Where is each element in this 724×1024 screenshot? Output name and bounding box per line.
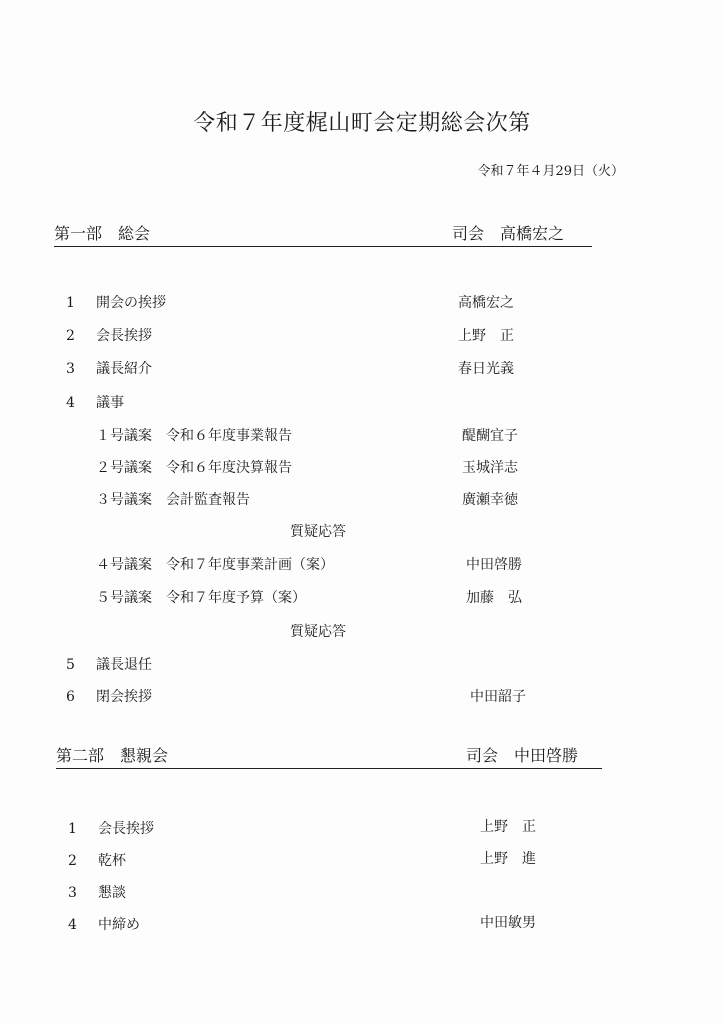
item-label: 懇談 — [98, 885, 126, 901]
item-presenter: 春日光義 — [458, 361, 514, 377]
item-presenter: 上野 進 — [480, 851, 536, 867]
list-item — [68, 882, 126, 902]
item-label: 議長紹介 — [96, 361, 152, 377]
item-number: 4 — [66, 395, 75, 411]
part1-host: 司会 高橋宏之 — [452, 224, 565, 243]
item-label: 閉会挨拶 — [96, 689, 152, 705]
item-number: 4 — [68, 917, 77, 933]
agenda-item: １号議案 令和６年度事業報告 — [96, 428, 292, 444]
item-number: 6 — [66, 689, 75, 705]
item-label: 議事 — [96, 395, 124, 411]
item-label: 会長挨拶 — [98, 821, 154, 837]
part1-heading: 第一部 総会 — [54, 224, 151, 243]
agenda-presenter: 廣瀬幸徳 — [462, 492, 518, 508]
meeting-date: 令和７年４月29日（火） — [477, 164, 624, 179]
agenda-presenter: 醍醐宜子 — [462, 428, 518, 444]
item-number: 5 — [66, 657, 75, 673]
list-item — [68, 850, 126, 870]
agenda-item: ４号議案 令和７年度事業計画（案） — [96, 557, 334, 573]
part2-heading: 第二部 懇親会 — [56, 746, 169, 765]
item-number: 2 — [68, 853, 77, 869]
item-presenter: 上野 正 — [480, 819, 536, 835]
page-title: 令和７年度梶山町会定期総会次第 — [193, 111, 531, 136]
item-presenter: 上野 正 — [458, 328, 514, 344]
agenda-presenter: 中田啓勝 — [466, 557, 522, 573]
agenda-presenter: 玉城洋志 — [462, 460, 518, 476]
item-label: 中締め — [98, 917, 140, 933]
list-item — [66, 292, 166, 312]
item-number: 3 — [68, 885, 77, 901]
qa-label: 質疑応答 — [290, 524, 346, 540]
qa-label: 質疑応答 — [290, 624, 346, 640]
item-label: 乾杯 — [98, 853, 126, 869]
item-number: 1 — [66, 295, 75, 311]
list-item — [66, 686, 152, 706]
part1-header — [54, 222, 592, 247]
agenda-presenter: 加藤 弘 — [466, 590, 522, 606]
list-item — [66, 654, 152, 674]
part2-header — [56, 744, 602, 769]
list-item — [66, 358, 152, 378]
item-presenter: 高橋宏之 — [458, 295, 514, 311]
agenda-item: ２号議案 令和６年度決算報告 — [96, 460, 292, 476]
part2-host: 司会 中田啓勝 — [466, 746, 579, 765]
list-item — [66, 325, 152, 345]
item-label: 議長退任 — [96, 657, 152, 673]
list-item — [66, 392, 124, 412]
item-number: 2 — [66, 328, 75, 344]
list-item — [68, 818, 154, 838]
item-number: 1 — [68, 821, 77, 837]
agenda-item: ３号議案 会計監査報告 — [96, 492, 250, 508]
item-presenter: 中田敏男 — [480, 915, 536, 931]
item-presenter: 中田韶子 — [470, 689, 526, 705]
item-label: 会長挨拶 — [96, 328, 152, 344]
list-item — [68, 914, 140, 934]
item-label: 開会の挨拶 — [96, 295, 166, 311]
item-number: 3 — [66, 361, 75, 377]
agenda-item: ５号議案 令和７年度予算（案） — [96, 590, 306, 606]
